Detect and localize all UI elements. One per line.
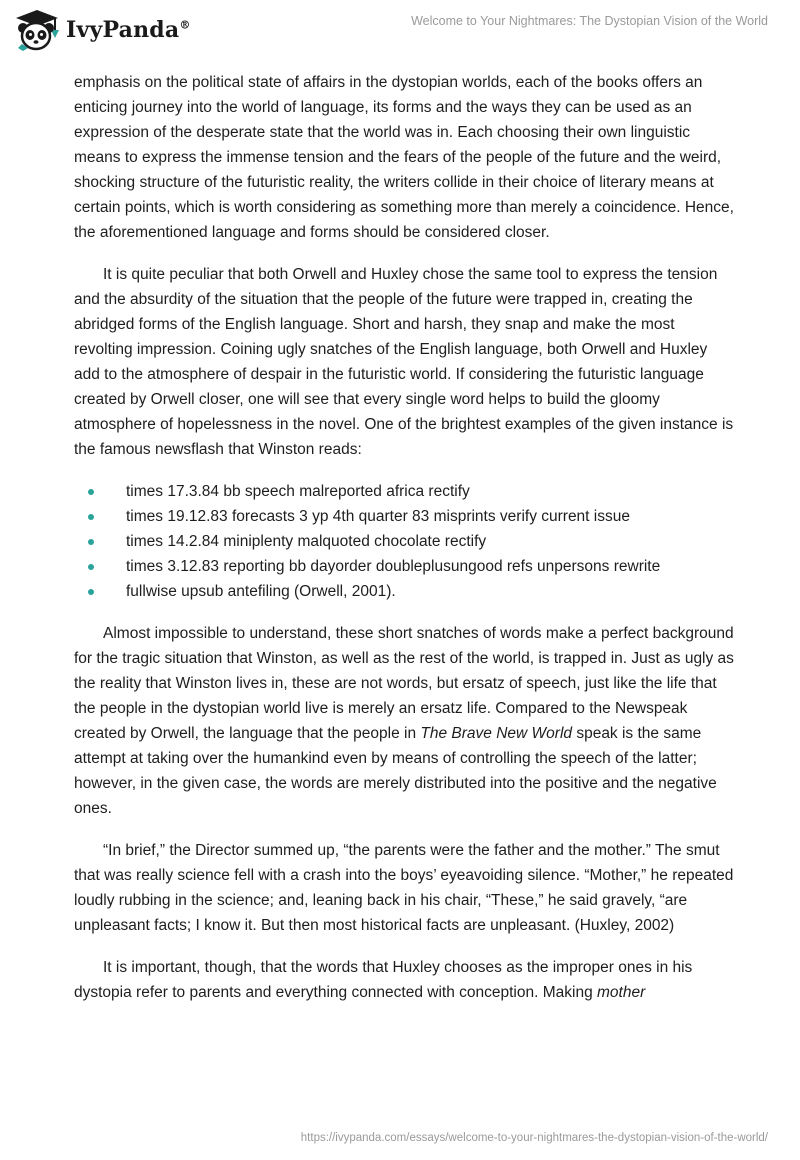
paragraph-3 [74,621,734,821]
paragraph-3-text-b: speak is the same attempt at taking over the humankind even by means of controlling the speech of the latter; however, in the given case, the words are merely distributed into the positive and the negative ones. [74,725,717,817]
bullet-icon [88,514,94,520]
footer-url: https://ivypanda.com/essays/welcome-to-your-nightmares-the-dystopian-vision-of-the-world/ [300,1132,768,1144]
ivypanda-logo[interactable] [14,8,191,52]
essay-content [74,70,734,1022]
list-item [74,579,734,604]
list-item [74,554,734,579]
list-item-text: times 14.2.84 miniplenty malquoted chocolate rectify [126,533,487,550]
bullet-icon [88,539,94,545]
list-item [74,504,734,529]
page-header [0,0,800,60]
newsflash-list [74,479,734,604]
bullet-icon [88,589,94,595]
brand-name: IvyPanda® [66,17,191,43]
list-item-text: times 19.12.83 forecasts 3 yp 4th quarter 83 misprints verify current issue [126,508,630,525]
italic-word-mother: mother [597,984,646,1001]
list-item-text: times 17.3.84 bb speech malreported africa rectify [126,483,470,500]
panda-graduate-icon [14,8,60,52]
book-title-brave-new-world: The Brave New World [420,725,573,742]
registered-mark: ® [179,18,191,32]
list-item [74,529,734,554]
paragraph-1: emphasis on the political state of affairs in the dystopian worlds, each of the books offers an enticing journey into the world of language, its forms and the ways they can be used as an expression of the desperate state that the world was in. Each choosing their own linguistic means to express the immense tension and the fears of the people of the future and the weird, shocking structure of the futuristic reality, the writers collide in their choice of literary means at certain points, which is worth considering as something more than merely a coincidence. Hence, the aforementioned language and forms should be considered closer. [74,74,734,241]
list-item-text: times 3.12.83 reporting bb dayorder doubleplusungood refs unpersons rewrite [126,558,661,575]
bullet-icon [88,564,94,570]
paragraph-2: It is quite peculiar that both Orwell and Huxley chose the same tool to express the tension and the absurdity of the situation that the people of the future were trapped in, creating the abridged forms of the English language. Short and harsh, they snap and make the most revolting impression. Coining ugly snatches of the English language, both Orwell and Huxley add to the atmosphere of despair in the futuristic world. If considering the futuristic language created by Orwell closer, one will see that every single word helps to build the gloomy atmosphere of hopelessness in the novel. One of the brightest examples of the given instance is the famous newsflash that Winston reads: [74,266,734,458]
bullet-icon [88,489,94,495]
list-item [74,479,734,504]
paragraph-5 [74,955,734,1005]
paragraph-5-text: It is important, though, that the words that Huxley chooses as the improper ones in his dystopia refer to parents and everything connected with conception. Making [74,959,693,1001]
list-item-text: fullwise upsub antefiling (Orwell, 2001). [126,583,396,600]
document-title: Welcome to Your Nightmares: The Dystopian Vision of the World [411,14,768,28]
paragraph-3-text-a: Almost impossible to understand, these short snatches of words make a perfect background for the tragic situation that Winston, as well as the rest of the world, is trapped in. Just as ugly as the reality that Winston lives in, these are not words, but ersatz of speech, just like the life that the people in the dystopian world live is merely an ersatz life. Compared to the Newspeak created by Orwell, the language that the people in [74,625,734,742]
quote-paragraph: “In brief,” the Director summed up, “the parents were the father and the mother.” The smut that was really science fell with a crash into the boys’ eyeavoiding silence. “Mother,” he repeated loudly rubbing in the science; and, leaning back in his chair, “These,” he said gravely, “are unpleasant facts; I know it. But then most historical facts are unpleasant. (Huxley, 2002) [74,842,734,934]
